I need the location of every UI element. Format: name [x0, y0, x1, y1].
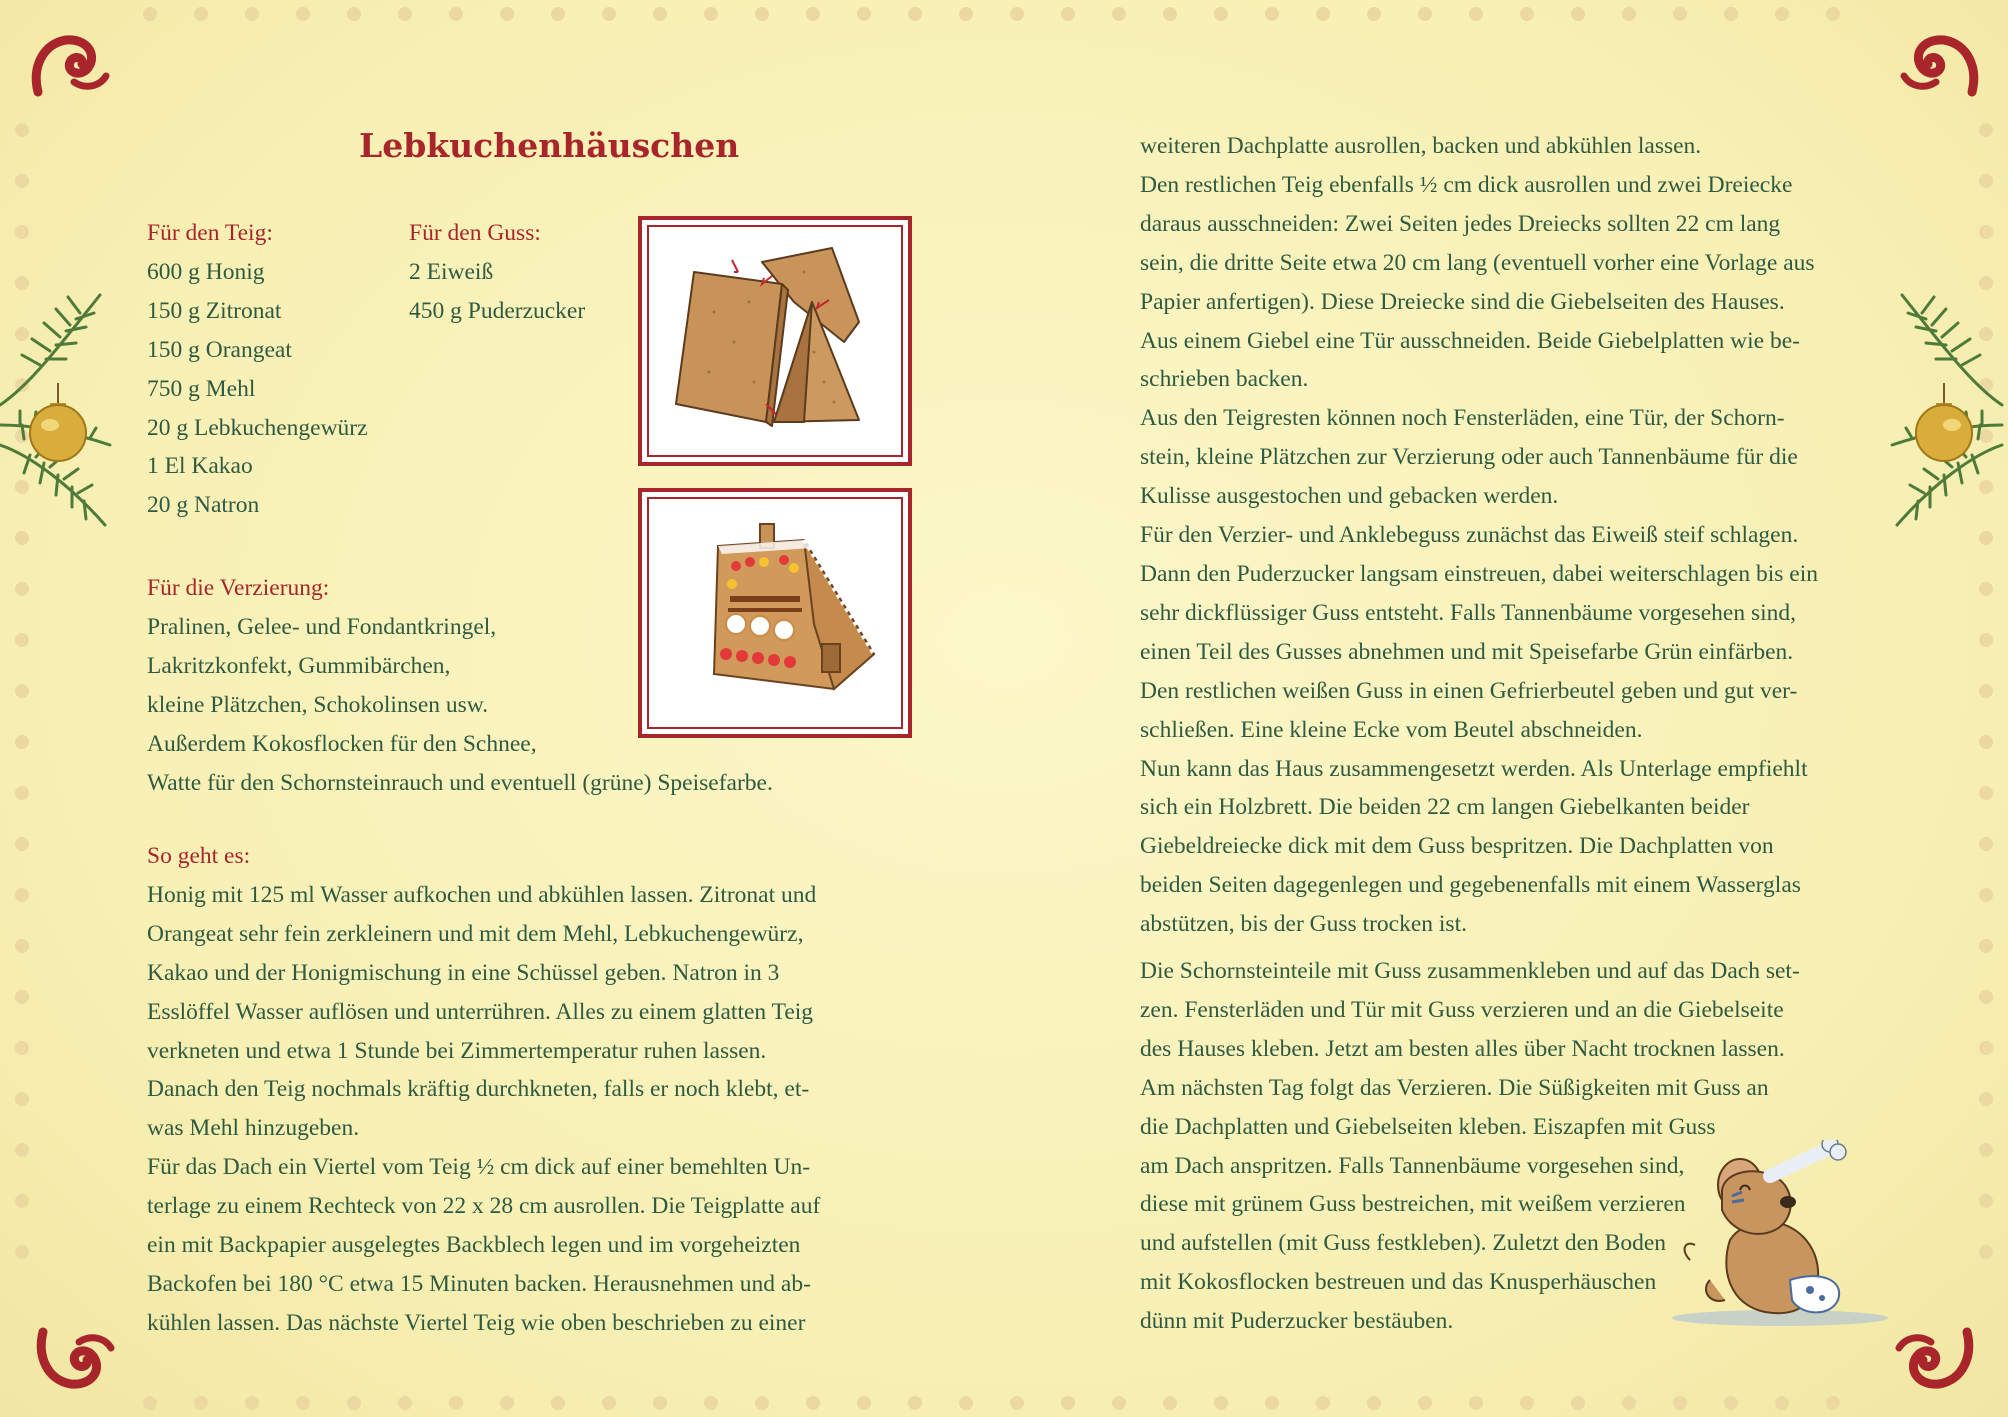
corner-swirl-ornament-icon: [1888, 1322, 1982, 1394]
instruction-line: Danach den Teig nochmals kräftig durchkneten, falls er noch klebt, et-: [147, 1076, 810, 1103]
teig-heading: Für den Teig:: [147, 220, 273, 246]
instruction-line: Den restlichen weißen Guss in einen Gefrierbeutel geben und gut ver-: [1140, 677, 1798, 704]
instruction-line: verkneten und etwa 1 Stunde bei Zimmertemperatur ruhen lassen.: [147, 1037, 767, 1064]
instruction-line: Am nächsten Tag folgt das Verzieren. Die Süßigkeiten mit Guss an: [1140, 1074, 1769, 1101]
ingredient-line: 1 El Kakao: [147, 453, 253, 480]
illustration-frame-house: [638, 488, 912, 738]
ingredient-line: 2 Eiweiß: [409, 258, 494, 285]
verzierung-line: Lakritzkonfekt, Gummibärchen,: [147, 652, 451, 679]
instructions-heading: So geht es:: [147, 843, 251, 869]
corner-swirl-ornament-icon: [1898, 30, 1982, 102]
corner-swirl-ornament-icon: [28, 1322, 122, 1394]
instruction-line: Orangeat sehr fein zerkleinern und mit dem Mehl, Lebkuchengewürz,: [147, 920, 804, 947]
guss-heading: Für den Guss:: [409, 220, 541, 246]
ingredient-line: 20 g Lebkuchengewürz: [147, 414, 368, 441]
instruction-line: abstützen, bis der Guss trocken ist.: [1140, 911, 1467, 938]
instructions-left: [147, 837, 820, 1343]
instruction-line: Honig mit 125 ml Wasser aufkochen und abkühlen lassen. Zitronat und: [147, 881, 817, 908]
instruction-line: einen Teil des Gusses abnehmen und mit Speisefarbe Grün einfärben.: [1140, 638, 1794, 665]
instruction-line: am Dach anspritzen. Falls Tannenbäume vorgesehen sind,: [1140, 1152, 1685, 1179]
instruction-line: Dann den Puderzucker langsam einstreuen, dabei weiterschlagen bis ein: [1140, 560, 1818, 587]
instruction-line: ein mit Backpapier ausgelegtes Backblech legen und im vorgeheizten: [147, 1232, 801, 1259]
instruction-line: Kakao und der Honigmischung in eine Schüssel geben. Natron in 3: [147, 959, 780, 986]
instruction-line: Die Schornsteinteile mit Guss zusammenkleben und auf das Dach set-: [1140, 958, 1800, 984]
instruction-line: sein, die dritte Seite etwa 20 cm lang (eventuell vorher eine Vorlage aus: [1140, 249, 1815, 276]
instruction-line: zen. Fensterläden und Tür mit Guss verzieren und an die Giebelseite: [1140, 996, 1784, 1023]
instruction-line: Für den Verzier- und Anklebeguss zunächst das Eiweiß steif schlagen.: [1140, 522, 1799, 549]
corner-swirl-ornament-icon: [28, 30, 112, 102]
instruction-line: mit Kokosflocken bestreuen und das Knusperhäuschen: [1140, 1269, 1657, 1296]
instruction-line: und aufstellen (mit Guss festkleben). Zuletzt den Boden: [1140, 1230, 1667, 1257]
ingredient-line: 150 g Zitronat: [147, 297, 282, 324]
mouse-with-bone-illustration: [1670, 1140, 1900, 1330]
fir-branch-bauble-icon: [0, 285, 112, 535]
instructions-right-block1: [1140, 127, 1818, 944]
instruction-line: sich ein Holzbrett. Die beiden 22 cm langen Giebelkanten beider: [1140, 794, 1750, 821]
instruction-line: Backofen bei 180 °C etwa 15 Minuten backen. Herausnehmen und ab-: [147, 1270, 811, 1297]
fir-branch-bauble-icon: [1884, 285, 2008, 535]
verzierung-line: Watte für den Schornsteinrauch und eventuell (grüne) Speisefarbe.: [147, 769, 773, 796]
instruction-line: Kulisse ausgestochen und gebacken werden.: [1140, 483, 1559, 510]
recipe-title: Lebkuchenhäuschen: [359, 126, 740, 165]
instruction-line: was Mehl hinzugeben.: [147, 1115, 360, 1142]
gingerbread-house-illustration: [654, 504, 904, 730]
ingredient-line: 20 g Natron: [147, 492, 260, 519]
instruction-line: des Hauses kleben. Jetzt am besten alles über Nacht trocknen lassen.: [1140, 1035, 1785, 1062]
instruction-line: Aus einem Giebel eine Tür ausschneiden. Beide Giebelplatten wie be-: [1140, 327, 1800, 354]
instruction-line: kühlen lassen. Das nächste Viertel Teig wie oben beschrieben zu einer: [147, 1309, 806, 1336]
instruction-line: Für das Dach ein Viertel vom Teig ½ cm dick auf einer bemehlten Un-: [147, 1154, 811, 1181]
instruction-line: die Dachplatten und Giebelseiten kleben. Eiszapfen mit Guss: [1140, 1113, 1716, 1140]
instruction-line: Giebeldreiecke dick mit dem Guss bespritzen. Die Dachplatten von: [1140, 833, 1774, 860]
instruction-line: terlage zu einem Rechteck von 22 x 28 cm ausrollen. Die Teigplatte auf: [147, 1193, 821, 1220]
instruction-line: daraus ausschneiden: Zwei Seiten jedes Dreiecks sollten 22 cm lang: [1140, 210, 1781, 237]
instruction-line: stein, kleine Plätzchen zur Verzierung oder auch Tannenbäume für die: [1140, 444, 1798, 471]
instruction-line: diese mit grünem Guss bestreichen, mit weißem verzieren: [1140, 1191, 1686, 1218]
ingredient-line: 600 g Honig: [147, 258, 265, 285]
instruction-line: Esslöffel Wasser auflösen und unterrühren. Alles zu einem glatten Teig: [147, 998, 814, 1025]
ingredient-line: 450 g Puderzucker: [409, 297, 586, 324]
instruction-line: dünn mit Puderzucker bestäuben.: [1140, 1308, 1454, 1335]
ingredient-line: 150 g Orangeat: [147, 336, 292, 363]
instruction-line: sehr dickflüssiger Guss entsteht. Falls Tannenbäume vorgesehen sind,: [1140, 599, 1797, 626]
instruction-line: beiden Seiten dagegenlegen und gegebenenfalls mit einem Wasserglas: [1140, 872, 1801, 899]
verzierung-heading: Für die Verzierung:: [147, 575, 330, 601]
instruction-line: weiteren Dachplatte ausrollen, backen und abkühlen lassen.: [1140, 133, 1702, 159]
verzierung-line: kleine Plätzchen, Schokolinsen usw.: [147, 691, 489, 718]
instruction-line: Nun kann das Haus zusammengesetzt werden. Als Unterlage empfiehlt: [1140, 755, 1808, 782]
instruction-line: Aus den Teigresten können noch Fensterläden, eine Tür, der Schorn-: [1140, 405, 1785, 432]
verzierung-line: Pralinen, Gelee- und Fondantkringel,: [147, 613, 497, 640]
instruction-line: schrieben backen.: [1140, 366, 1309, 393]
teig-ingredients: [147, 214, 368, 525]
gingerbread-pieces-illustration: [654, 232, 904, 458]
instruction-line: Den restlichen Teig ebenfalls ½ cm dick ausrollen und zwei Dreiecke: [1140, 171, 1793, 198]
instruction-line: Papier anfertigen). Diese Dreiecke sind die Giebelseiten des Hauses.: [1140, 288, 1785, 315]
ingredient-line: 750 g Mehl: [147, 375, 256, 402]
guss-ingredients: [409, 214, 585, 331]
instruction-line: schließen. Eine kleine Ecke vom Beutel abschneiden.: [1140, 716, 1643, 743]
illustration-frame-pieces: [638, 216, 912, 466]
verzierung-line: Außerdem Kokosflocken für den Schnee,: [147, 730, 537, 757]
